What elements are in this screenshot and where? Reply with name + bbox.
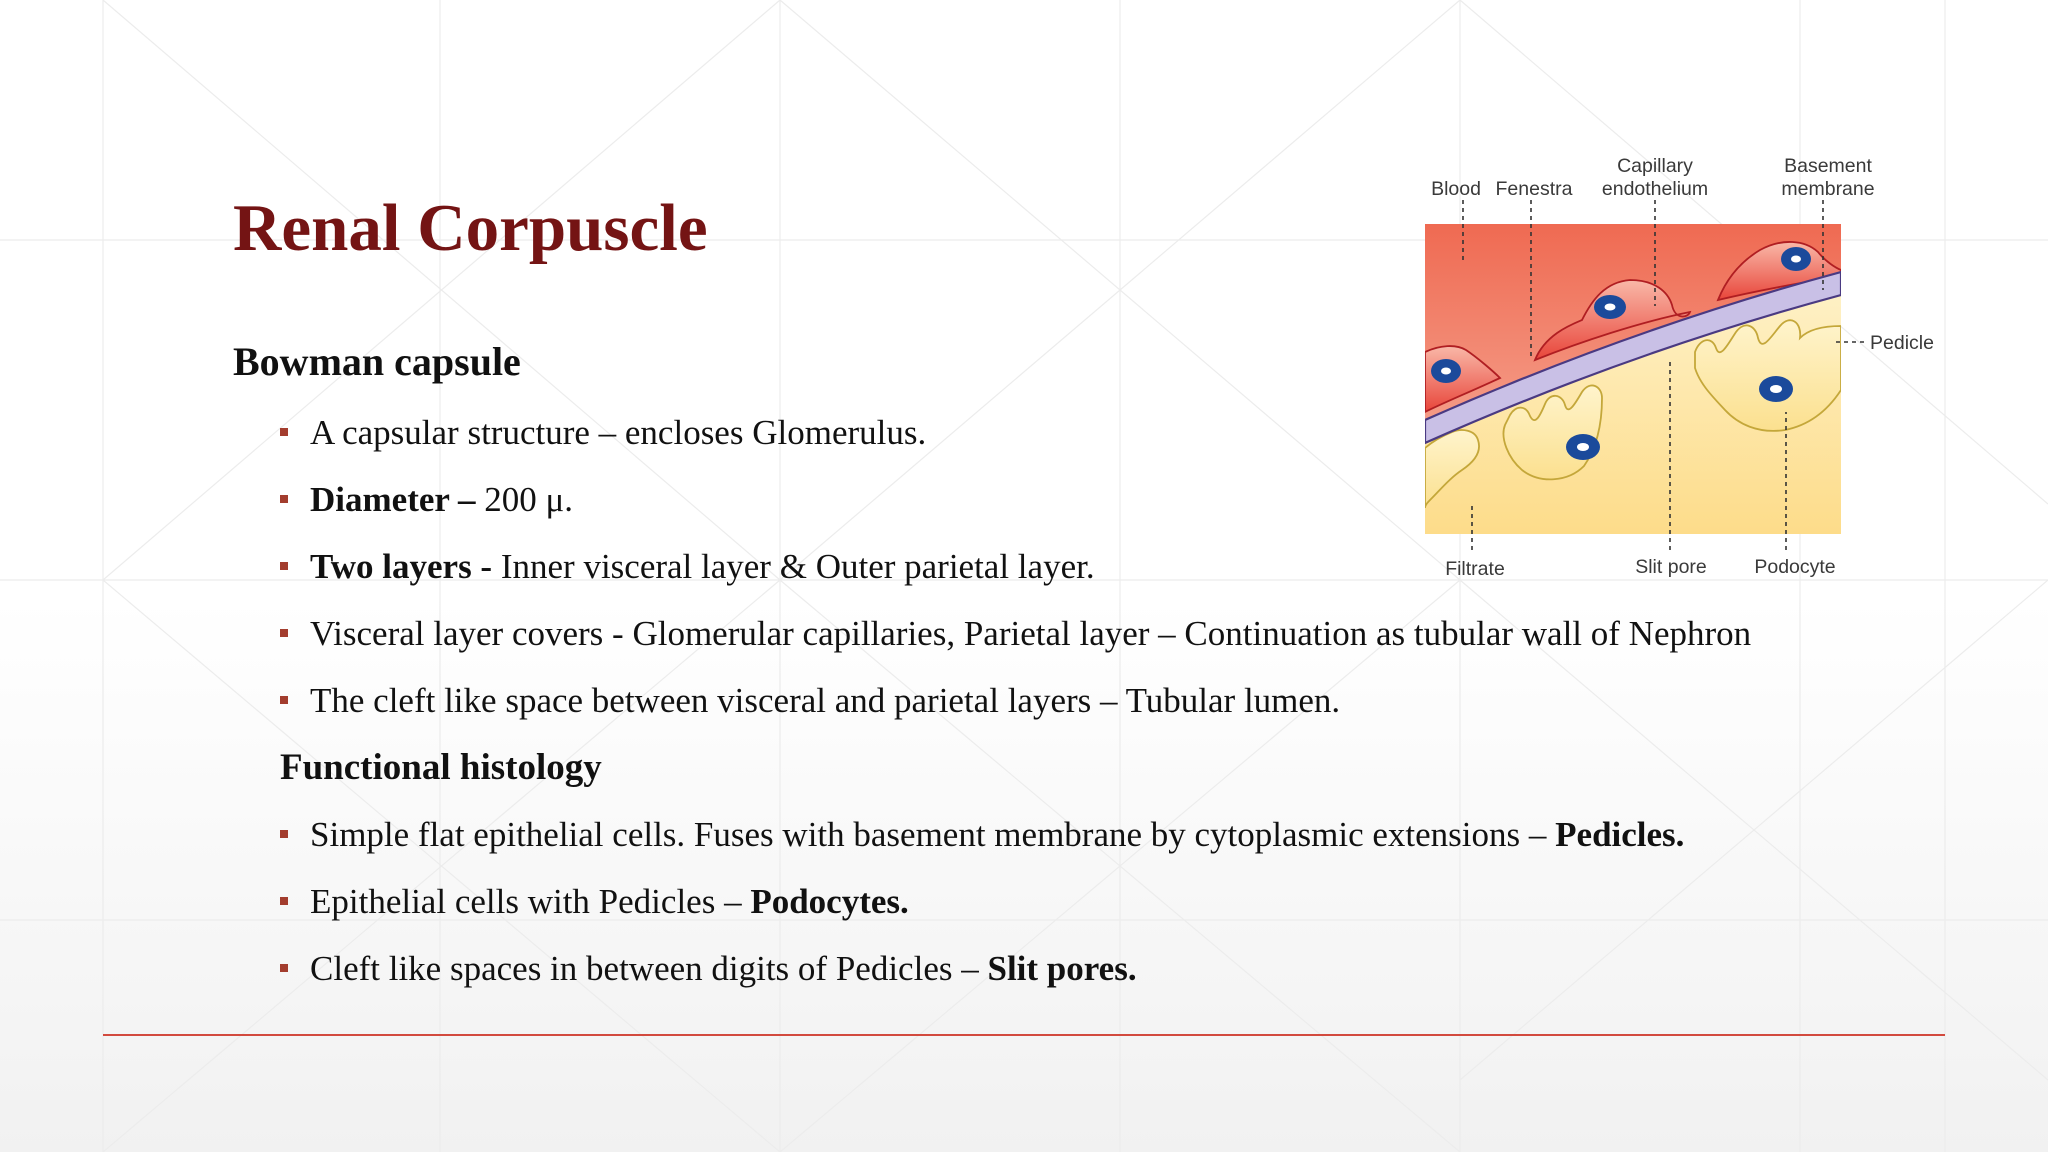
- label-capillary-endothelium-line1: Capillary: [1617, 155, 1693, 177]
- footer-divider: [103, 1034, 1945, 1036]
- bullet-item: Epithelial cells with Pedicles – Podocytes.: [310, 881, 909, 923]
- nucleus: [1791, 256, 1801, 263]
- bullet-item: A capsular structure – encloses Glomerulus.: [310, 412, 926, 454]
- bullet-item: Diameter – 200 μ.: [310, 479, 573, 521]
- nucleus: [1770, 385, 1782, 393]
- bullet-marker: [280, 897, 288, 905]
- label-filtrate: Filtrate: [1445, 558, 1505, 580]
- label-fenestra: Fenestra: [1495, 178, 1573, 200]
- section-heading-functional-histology: Functional histology: [280, 747, 602, 788]
- bullet-marker: [280, 964, 288, 972]
- label-basement-membrane-line2: membrane: [1781, 178, 1875, 200]
- label-slit-pore: Slit pore: [1635, 556, 1707, 578]
- bullet-marker: [280, 629, 288, 637]
- bullet-item: Simple flat epithelial cells. Fuses with basement membrane by cytoplasmic extensions – Pedicles.: [310, 814, 1684, 856]
- label-basement-membrane-line1: Basement: [1784, 155, 1872, 177]
- nucleus: [1441, 368, 1451, 375]
- bullet-item: Two layers - Inner visceral layer & Outer parietal layer.: [310, 546, 1095, 588]
- bullet-marker: [280, 495, 288, 503]
- bullet-marker: [280, 428, 288, 436]
- nucleus: [1577, 443, 1589, 451]
- bullet-marker: [280, 696, 288, 704]
- bullet-item: Visceral layer covers - Glomerular capillaries, Parietal layer – Continuation as tubular wall of Nephron: [310, 613, 1751, 655]
- nucleus: [1605, 304, 1616, 311]
- label-capillary-endothelium-line2: endothelium: [1601, 178, 1709, 200]
- bullet-item: Cleft like spaces in between digits of Pedicles – Slit pores.: [310, 948, 1137, 990]
- label-podocyte: Podocyte: [1754, 556, 1836, 578]
- slide-title: Renal Corpuscle: [233, 191, 708, 265]
- filtration-membrane-diagram: [1400, 140, 1960, 600]
- bullet-marker: [280, 830, 288, 838]
- bullet-marker: [280, 562, 288, 570]
- label-pedicle: Pedicle: [1870, 332, 1934, 354]
- label-blood: Blood: [1431, 178, 1481, 200]
- bullet-item: The cleft like space between visceral and parietal layers – Tubular lumen.: [310, 680, 1340, 722]
- section-heading-bowman: Bowman capsule: [233, 339, 521, 384]
